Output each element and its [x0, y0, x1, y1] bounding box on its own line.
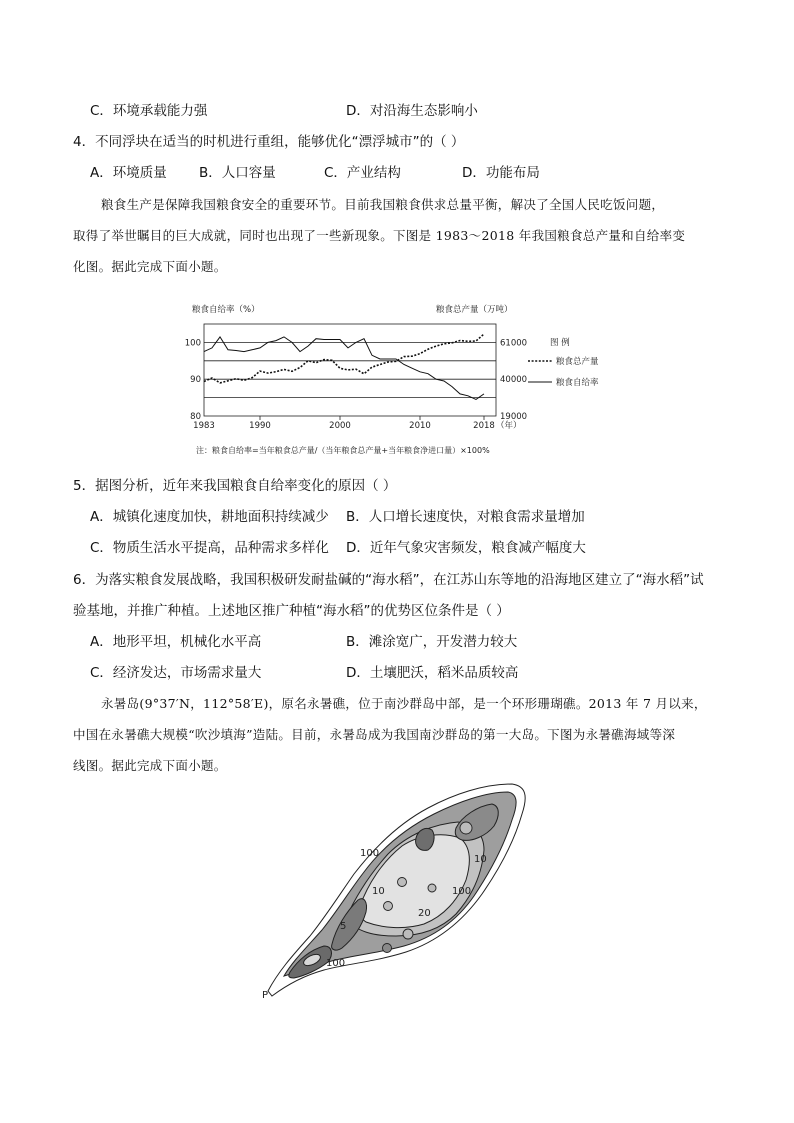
q3-option-c: C．环境承载能力强 — [90, 103, 208, 119]
x-unit-label: （年） — [496, 421, 522, 431]
series-line-production — [204, 334, 484, 383]
coral-head-5 — [403, 929, 413, 939]
coral-head-1 — [460, 822, 472, 834]
grain-chart — [170, 296, 620, 458]
x-tick-label: 2000 — [329, 421, 351, 431]
q4-options — [90, 163, 540, 183]
q5-stem: 5．据图分析，近年来我国粮食自给率变化的原因（ ） — [73, 478, 397, 494]
q6-stem-line2: 验基地，并推广种植。上述地区推广种植“海水稻”的优势区位条件是（ ） — [73, 603, 510, 619]
q5-option-b: B．人口增长速度快，对粮食需求量增加 — [346, 509, 585, 525]
passage2-line2: 中国在永暑礁大规模“吹沙填海”造陆。目前，永暑岛成为我国南沙群岛的第一大岛。下图为永暑礁海域等深 — [73, 727, 676, 742]
isobath-label-100-east: 100 — [452, 886, 472, 897]
isobath-label-5: 5 — [340, 921, 347, 932]
legend-label-selfsufficiency: 粮食自给率 — [556, 378, 599, 388]
series-line-selfsufficiency — [204, 337, 484, 400]
tick-labels — [185, 338, 527, 431]
passage2-line3: 线图。据此完成下面小题。 — [73, 758, 227, 773]
chart-legend — [528, 337, 599, 388]
q6-option-a: A．地形平坦，机械化水平高 — [90, 634, 262, 650]
chart-left-axis-label: 粮食自给率（%） — [192, 305, 260, 315]
q4-option-b: B．人口容量 — [199, 165, 276, 181]
q6-option-b: B．滩涂宽广，开发潜力较大 — [346, 634, 518, 650]
q4-stem: 4．不同浮块在适当的时机进行重组，能够优化“漂浮城市”的（ ） — [73, 134, 465, 150]
isobath-label-100-north: 100 — [360, 848, 380, 859]
coral-head-3 — [384, 902, 393, 911]
point-p-label: P — [262, 990, 269, 1001]
reef-isobath-map — [250, 776, 540, 1008]
x-tick-label: 2010 — [409, 421, 431, 431]
isobath-label-100-south: 100 — [326, 958, 346, 969]
passage1-line1: 粮食生产是保障我国粮食安全的重要环节。目前我国粮食供求总量平衡，解决了全国人民吃饭问题， — [101, 197, 665, 212]
left-tick-label: 80 — [190, 412, 201, 422]
q3-option-d: D．对沿海生态影响小 — [346, 103, 478, 119]
left-tick-label: 90 — [190, 375, 201, 386]
chart-note: 注：粮食自给率=当年粮食总产量/（当年粮食总产量+当年粮食净进口量）×100% — [196, 446, 490, 455]
plot-frame — [204, 324, 496, 420]
q4-option-a: A．环境质量 — [90, 165, 167, 181]
passage1-line3: 化图。据此完成下面小题。 — [73, 259, 227, 274]
coral-head-6 — [383, 944, 392, 953]
isobath-label-10-east: 10 — [474, 854, 487, 865]
right-tick-label: 61000 — [500, 338, 528, 349]
q6-stem-line1: 6．为落实粮食发展战略，我国积极研发耐盐碱的“海水稻”，在江苏山东等地的沿海地区建立了“海水稻”试 — [73, 572, 704, 588]
q6-option-c: C．经济发达，市场需求量大 — [90, 665, 262, 681]
isobath-label-10-center: 10 — [372, 886, 385, 897]
q5-option-a: A．城镇化速度加快，耕地面积持续减少 — [90, 509, 329, 525]
series-layer — [204, 334, 484, 399]
coral-head-4 — [428, 884, 436, 892]
q4-option-c: C．产业结构 — [324, 165, 401, 181]
right-tick-label: 19000 — [500, 412, 528, 422]
passage1-line2: 取得了举世瞩目的巨大成就，同时也出现了一些新现象。下图是 1983～2018 年我国粮食总产量和自给率变 — [73, 228, 686, 243]
left-tick-label: 100 — [184, 338, 201, 349]
isobath-label-20: 20 — [418, 908, 431, 919]
q5-option-d: D．近年气象灾害频发，粮食减产幅度大 — [346, 540, 586, 556]
chart-right-axis-label: 粮食总产量（万吨） — [436, 305, 513, 315]
right-tick-label: 40000 — [500, 375, 528, 386]
legend-label-production: 粮食总产量 — [556, 357, 599, 367]
q4-option-d: D．功能布局 — [462, 165, 540, 181]
x-tick-label: 1990 — [249, 421, 271, 431]
legend-title: 图 例 — [550, 338, 570, 348]
coral-head-2 — [398, 878, 407, 887]
x-tick-label: 2018 — [473, 421, 495, 431]
passage2-line1: 永暑岛(9°37′N，112°58′E)，原名永暑礁，位于南沙群岛中部，是一个环形珊瑚礁。2013 年 7 月以来， — [101, 696, 707, 711]
q5-option-c: C．物质生活水平提高，品种需求多样化 — [90, 540, 329, 556]
q6-option-d: D．土壤肥沃，稻米品质较高 — [346, 665, 519, 681]
x-tick-label: 1983 — [193, 421, 215, 431]
